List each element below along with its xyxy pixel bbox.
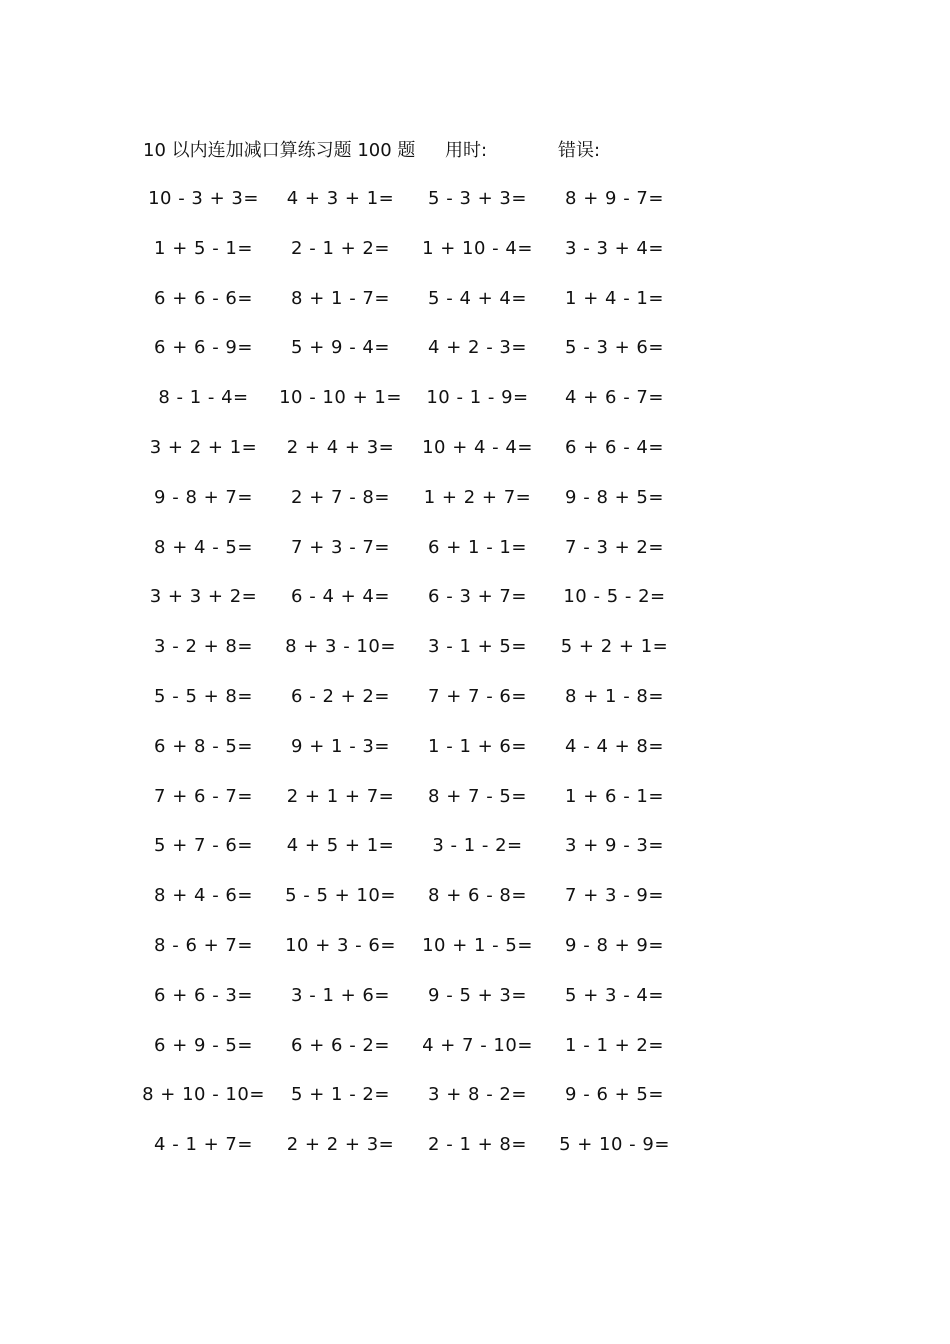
math-problem: 1 - 1 + 6=	[428, 735, 527, 757]
math-problem: 1 + 10 - 4=	[422, 237, 533, 259]
math-problem: 5 - 4 + 4=	[428, 287, 527, 309]
math-problem: 10 + 3 - 6=	[285, 934, 396, 956]
math-problem: 1 - 1 + 2=	[565, 1034, 664, 1056]
math-problem: 2 + 2 + 3=	[286, 1134, 395, 1156]
math-problem: 6 + 1 - 1=	[428, 536, 527, 558]
math-problem: 7 + 3 - 9=	[565, 885, 664, 907]
math-problem: 10 - 10 + 1=	[279, 387, 402, 409]
math-problem: 10 - 5 - 2=	[563, 586, 666, 608]
math-problem: 3 - 1 + 6=	[291, 984, 390, 1006]
problem-row	[135, 185, 695, 235]
math-problem: 8 + 4 - 5=	[154, 536, 253, 558]
math-problem: 8 + 9 - 7=	[565, 188, 664, 209]
problem-row	[135, 832, 695, 882]
math-problem: 7 + 3 - 7=	[291, 536, 390, 558]
math-problem: 10 - 1 - 9=	[426, 387, 529, 409]
math-problem: 3 - 1 - 2=	[432, 835, 523, 857]
math-problem: 9 - 8 + 9=	[565, 934, 664, 956]
math-problem: 8 - 6 + 7=	[154, 934, 253, 956]
math-problem: 3 + 8 - 2=	[428, 1084, 527, 1106]
math-problem: 9 - 8 + 5=	[565, 486, 664, 508]
math-problem: 4 + 2 - 3=	[428, 337, 527, 359]
math-problem: 9 - 8 + 7=	[154, 486, 253, 508]
math-problem: 3 - 2 + 8=	[154, 636, 253, 658]
problem-row	[135, 484, 695, 534]
problem-row	[135, 882, 695, 932]
time-used-label: 用时:	[445, 140, 488, 161]
math-problem: 5 + 3 - 4=	[565, 984, 664, 1006]
problem-row	[135, 534, 695, 584]
math-problem: 10 + 4 - 4=	[422, 436, 533, 458]
math-problem: 5 + 10 - 9=	[559, 1134, 670, 1156]
math-problem: 4 - 4 + 8=	[565, 735, 664, 757]
math-problem: 9 - 6 + 5=	[565, 1084, 664, 1106]
math-problem: 5 + 7 - 6=	[154, 835, 253, 857]
problem-row	[135, 1032, 695, 1082]
math-problem: 5 - 3 + 6=	[565, 337, 664, 359]
error-count-label: 错误:	[558, 140, 601, 161]
problem-row	[135, 982, 695, 1032]
problem-row	[135, 733, 695, 783]
math-problem: 1 + 5 - 1=	[154, 237, 253, 259]
math-problem: 6 - 3 + 7=	[428, 586, 527, 608]
problem-row	[135, 235, 695, 285]
problem-row	[135, 633, 695, 683]
problem-row	[135, 932, 695, 982]
math-problem: 8 + 10 - 10=	[142, 1084, 265, 1106]
math-problem: 4 + 7 - 10=	[422, 1034, 533, 1056]
problem-row	[135, 285, 695, 335]
math-problem: 8 + 3 - 10=	[285, 636, 396, 658]
math-problem: 1 + 6 - 1=	[565, 785, 664, 807]
math-problem: 8 + 4 - 6=	[154, 885, 253, 907]
math-problem: 8 + 1 - 8=	[565, 685, 664, 707]
math-problem: 7 + 7 - 6=	[428, 685, 527, 707]
math-problem: 2 + 7 - 8=	[291, 486, 390, 508]
math-problem: 2 - 1 + 2=	[291, 237, 390, 259]
problem-row	[135, 583, 695, 633]
math-problem: 8 + 7 - 5=	[428, 785, 527, 807]
math-problem: 6 + 8 - 5=	[154, 735, 253, 757]
math-problem: 10 - 3 + 3=	[148, 188, 259, 209]
math-problem: 6 + 6 - 4=	[565, 436, 664, 458]
math-problem: 8 - 1 - 4=	[158, 387, 249, 409]
problem-row	[135, 1081, 695, 1131]
math-problem: 3 + 9 - 3=	[565, 835, 664, 857]
math-problem: 5 - 5 + 8=	[154, 685, 253, 707]
math-problem: 6 - 4 + 4=	[291, 586, 390, 608]
math-problem: 1 + 4 - 1=	[565, 287, 664, 309]
math-problem: 6 + 6 - 3=	[154, 984, 253, 1006]
math-problem: 8 + 6 - 8=	[428, 885, 527, 907]
math-problem: 3 - 3 + 4=	[565, 237, 664, 259]
math-problem: 1 + 2 + 7=	[423, 486, 532, 508]
problem-row	[135, 434, 695, 484]
math-problem: 5 - 5 + 10=	[285, 885, 396, 907]
math-problem: 9 + 1 - 3=	[291, 735, 390, 757]
math-problem: 5 + 2 + 1=	[560, 636, 669, 658]
problem-row	[135, 783, 695, 833]
math-problem: 9 - 5 + 3=	[428, 984, 527, 1006]
math-problem: 10 + 1 - 5=	[422, 934, 533, 956]
math-problem: 4 - 1 + 7=	[154, 1134, 253, 1156]
problem-row	[135, 683, 695, 733]
problem-row	[135, 334, 695, 384]
math-problem: 3 + 3 + 2=	[149, 586, 258, 608]
math-problem: 2 + 1 + 7=	[286, 785, 395, 807]
math-problem: 5 - 3 + 3=	[428, 188, 527, 209]
math-problem: 8 + 1 - 7=	[291, 287, 390, 309]
problem-row	[135, 1131, 695, 1181]
math-problem: 6 - 2 + 2=	[291, 685, 390, 707]
math-problem: 7 + 6 - 7=	[154, 785, 253, 807]
math-problem: 6 + 6 - 6=	[154, 287, 253, 309]
math-problem: 7 - 3 + 2=	[565, 536, 664, 558]
math-problem: 6 + 9 - 5=	[154, 1034, 253, 1056]
problem-row	[135, 384, 695, 434]
math-problem: 6 + 6 - 2=	[291, 1034, 390, 1056]
math-problem: 4 + 5 + 1=	[286, 835, 395, 857]
math-problem: 2 + 4 + 3=	[286, 436, 395, 458]
math-problem: 6 + 6 - 9=	[154, 337, 253, 359]
math-problem: 5 + 1 - 2=	[291, 1084, 390, 1106]
math-problem: 4 + 6 - 7=	[565, 387, 664, 409]
problem-grid	[135, 185, 695, 1181]
math-problem: 2 - 1 + 8=	[428, 1134, 527, 1156]
math-problem: 3 - 1 + 5=	[428, 636, 527, 658]
worksheet-title: 10 以内连加减口算练习题 100 题	[143, 140, 416, 161]
math-problem: 5 + 9 - 4=	[291, 337, 390, 359]
math-problem: 3 + 2 + 1=	[149, 436, 258, 458]
math-problem: 4 + 3 + 1=	[286, 188, 395, 209]
